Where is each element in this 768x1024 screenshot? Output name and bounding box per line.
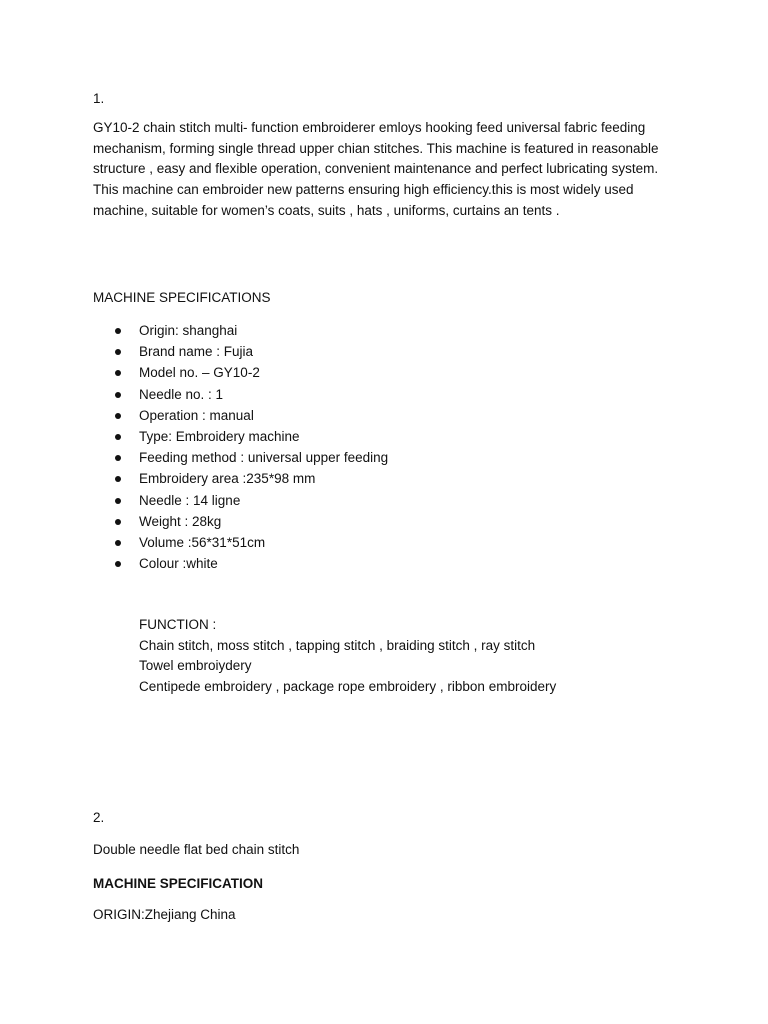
section-2-title: Double needle flat bed chain stitch bbox=[93, 842, 300, 857]
bullet-icon bbox=[115, 349, 121, 355]
spec-item bbox=[93, 468, 653, 489]
spec-item bbox=[93, 447, 653, 468]
bullet-icon bbox=[115, 519, 121, 525]
spec-item bbox=[93, 490, 653, 511]
function-line: Chain stitch, moss stitch , tapping stitch , braiding stitch , ray stitch bbox=[139, 637, 536, 653]
spec-item bbox=[93, 553, 653, 574]
function-line: Centipede embroidery , package rope embroidery , ribbon embroidery bbox=[139, 679, 557, 695]
bullet-icon bbox=[115, 328, 121, 334]
function-block bbox=[139, 615, 699, 698]
spec-item-text: Type: Embroidery machine bbox=[139, 428, 300, 444]
spec-item bbox=[93, 511, 653, 532]
bullet-icon bbox=[115, 498, 121, 504]
spec-item bbox=[93, 341, 653, 362]
bullet-icon bbox=[115, 561, 121, 567]
bullet-icon bbox=[115, 434, 121, 440]
spec-item bbox=[93, 320, 653, 341]
section-1-spec-heading: MACHINE SPECIFICATIONS bbox=[93, 290, 271, 305]
bullet-icon bbox=[115, 370, 121, 376]
section-1-description: GY10-2 chain stitch multi- function embroiderer emloys hooking feed universal fabric feeding mechanism, forming single thread upper chian stitches. This machine is featured in reasonable structure , easy and flexible operation, convenient maintenance and perfect lubricating system. This machine can embroider new patterns ensuring high efficiency.this is most widely used machine, suitable for women’s coats, suits , hats , uniforms, curtains an tents . bbox=[93, 120, 659, 218]
bullet-icon bbox=[115, 455, 121, 461]
bullet-icon bbox=[115, 392, 121, 398]
section-2-origin: ORIGIN:Zhejiang China bbox=[93, 907, 236, 922]
spec-list bbox=[93, 320, 653, 574]
spec-item-text: Origin: shanghai bbox=[139, 323, 238, 338]
spec-item bbox=[93, 426, 653, 447]
spec-item-text: Model no. – GY10-2 bbox=[139, 365, 260, 381]
section-1-number: 1. bbox=[93, 91, 105, 106]
spec-item-text: Weight : 28kg bbox=[139, 513, 222, 529]
spec-item-text: Embroidery area :235*98 mm bbox=[139, 471, 316, 487]
section-2-spec-heading: MACHINE SPECIFICATION bbox=[93, 876, 264, 891]
spec-item bbox=[93, 532, 653, 553]
spec-item bbox=[93, 405, 653, 426]
bullet-icon bbox=[115, 540, 121, 546]
function-line: Towel embroiydery bbox=[139, 658, 252, 674]
function-heading: FUNCTION : bbox=[139, 617, 217, 632]
bullet-icon bbox=[115, 476, 121, 482]
spec-item bbox=[93, 384, 653, 405]
spec-item-text: Needle : 14 ligne bbox=[139, 492, 241, 508]
bullet-icon bbox=[115, 413, 121, 419]
spec-item-text: Feeding method : universal upper feeding bbox=[139, 450, 389, 466]
spec-item-text: Operation : manual bbox=[139, 407, 254, 423]
spec-item-text: Volume :56*31*51cm bbox=[139, 534, 266, 550]
spec-item-text: Brand name : Fujia bbox=[139, 344, 254, 360]
spec-item-text: Colour :white bbox=[139, 556, 218, 572]
spec-item bbox=[93, 362, 653, 383]
section-2-number: 2. bbox=[93, 810, 105, 825]
spec-item-text: Needle no. : 1 bbox=[139, 386, 224, 402]
